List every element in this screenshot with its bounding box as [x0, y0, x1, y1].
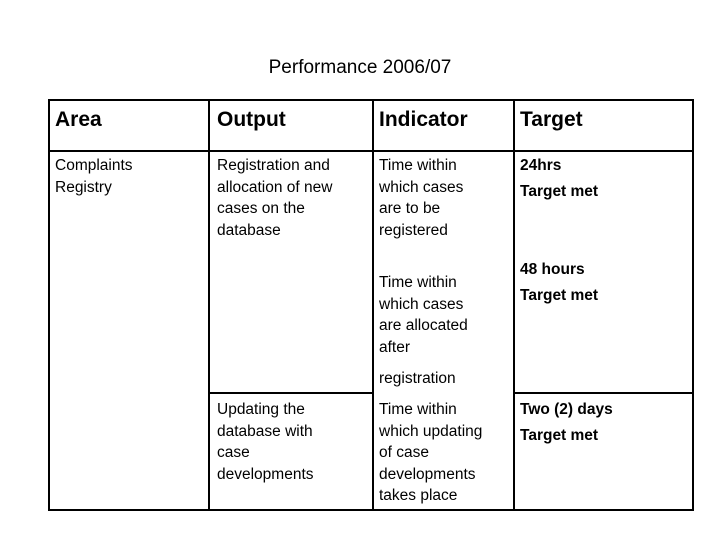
cell-indicator-allocated: Time within which cases are allocated after: [379, 274, 468, 356]
page-title: Performance 2006/07: [268, 57, 452, 78]
cell-output-updating: Updating the database with case developments: [217, 401, 314, 483]
header-divider: [48, 150, 694, 152]
performance-table: [48, 99, 694, 511]
cell-indicator-updating: Time within which updating of case developments takes place: [379, 401, 483, 504]
column-divider-1: [208, 99, 210, 511]
cell-output-registration: Registration and allocation of new cases on the database: [217, 157, 333, 239]
row-divider-target: [513, 392, 694, 394]
column-divider-2: [372, 99, 374, 511]
header-area: Area: [55, 108, 102, 131]
column-divider-3: [513, 99, 515, 511]
cell-target-48hours: 48 hours Target met: [520, 261, 599, 304]
row-divider-output: [208, 392, 374, 394]
table-border-left: [48, 99, 50, 511]
header-target: Target: [520, 108, 583, 131]
header-output: Output: [217, 108, 286, 131]
cell-target-24hrs: 24hrs Target met: [520, 157, 599, 200]
header-indicator: Indicator: [379, 108, 468, 131]
table-border-top: [48, 99, 694, 101]
table-border-bottom: [48, 509, 694, 511]
cell-target-two-days: Two (2) days Target met: [520, 401, 613, 444]
cell-indicator-allocated-cont: registration: [379, 370, 456, 387]
cell-area: Complaints Registry: [55, 157, 133, 196]
cell-indicator-registered: Time within which cases are to be registered: [379, 157, 464, 239]
table-border-right: [692, 99, 694, 511]
